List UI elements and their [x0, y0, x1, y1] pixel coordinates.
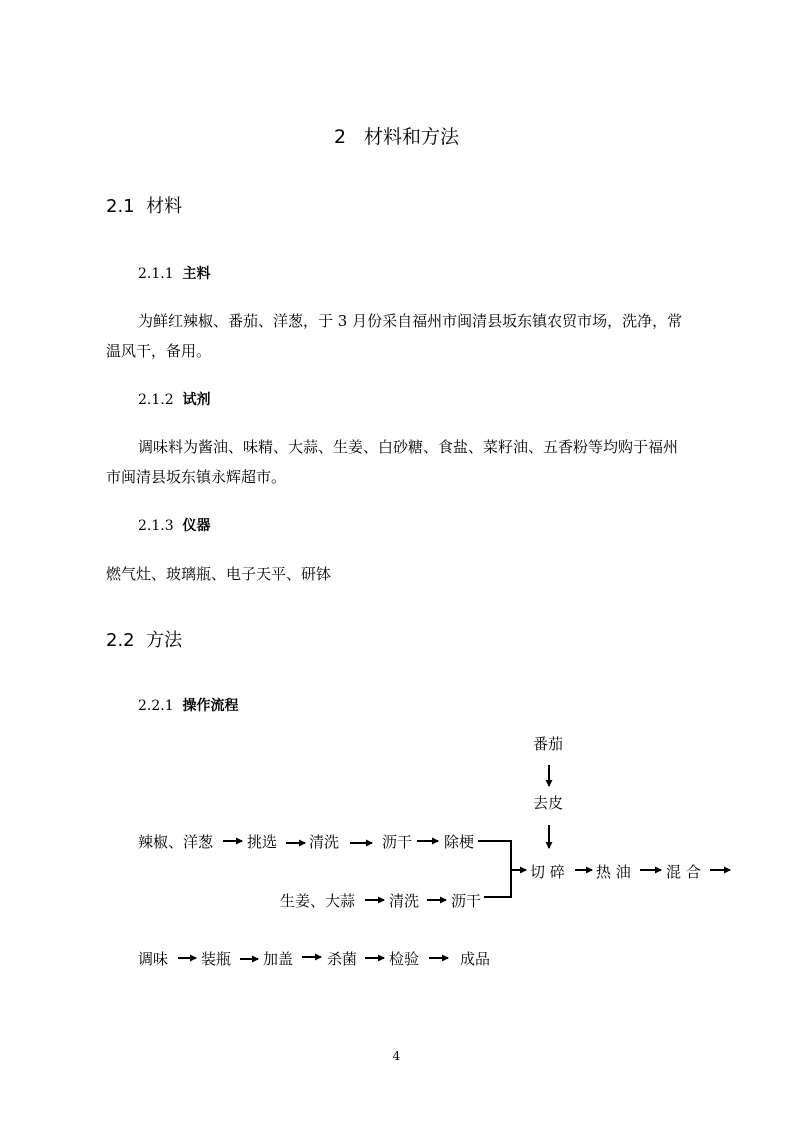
flow-merge-chop: 切 碎	[530, 863, 565, 881]
subsection-heading-process: 2.2.1 操作流程	[138, 698, 239, 714]
chapter-number: 2	[333, 126, 347, 148]
flow-row1-drain: 沥干	[382, 833, 413, 851]
flow-row2-drain: 沥干	[451, 892, 482, 910]
page-number: 4	[392, 1049, 401, 1063]
flow-row3-cap: 加盖	[263, 950, 294, 968]
flow-row1-wash: 清洗	[309, 833, 340, 851]
flow-row3-inspect: 检验	[389, 950, 420, 968]
flow-merge-mix: 混 合	[666, 863, 701, 881]
flow-merge-heat-oil: 热 油	[596, 863, 631, 881]
paragraph-main-line1: 为鲜红辣椒、番茄、洋葱，于 3 月份采自福州市闽清县坂东镇农贸市场，洗净，常	[138, 312, 683, 330]
flow-row2-wash: 清洗	[389, 892, 420, 910]
section-heading-materials: 2.1 材料	[106, 196, 183, 217]
flow-tomato: 番茄	[533, 735, 564, 753]
bracket-connector	[478, 841, 511, 897]
flow-row3-bottle: 装瓶	[201, 950, 232, 968]
flow-row1-input: 辣椒、洋葱	[138, 833, 214, 851]
flow-peel: 去皮	[533, 794, 564, 812]
paragraph-main-line2: 温风干，备用。	[106, 342, 212, 360]
flow-row2-input: 生姜、大蒜	[280, 892, 356, 910]
subsection-heading-reagent: 2.1.2 试剂	[138, 392, 211, 408]
section-heading-methods: 2.2 方法	[106, 630, 183, 651]
paragraph-instrument: 燃气灶、玻璃瓶、电子天平、研钵	[106, 565, 332, 583]
flow-row1-select: 挑选	[247, 833, 278, 851]
paragraph-reagent-line2: 市闽清县坂东镇永辉超市。	[106, 468, 287, 486]
flow-row1-destem: 除梗	[444, 833, 475, 851]
subsection-heading-instrument: 2.1.3 仪器	[138, 518, 211, 534]
flow-row3-product: 成品	[460, 950, 491, 968]
flow-row3-sterilize: 杀菌	[327, 950, 358, 968]
paragraph-reagent-line1: 调味料为酱油、味精、大蒜、生姜、白砂糖、食盐、菜籽油、五香粉等均购于福州	[138, 438, 679, 456]
flow-row3-season: 调味	[138, 950, 169, 968]
chapter-title: 材料和方法	[364, 126, 460, 148]
subsection-heading-main: 2.1.1 主料	[138, 266, 211, 282]
